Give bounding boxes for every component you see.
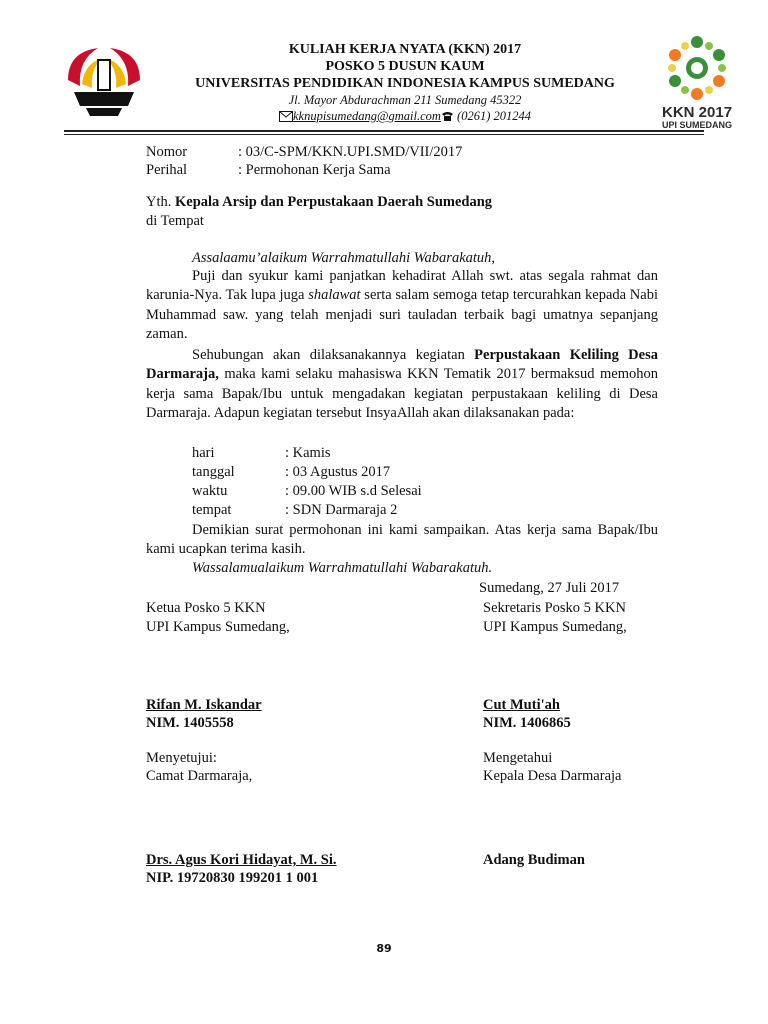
perihal-label: Perihal bbox=[146, 162, 188, 178]
header-rule-thin bbox=[64, 134, 704, 135]
paragraph-closing bbox=[146, 521, 658, 560]
header-contact bbox=[160, 109, 650, 126]
greeting-text: Assalaamu’alaikum Warrahmatullahi Wabarakatuh bbox=[192, 250, 492, 266]
p2-text-c: maka kami selaku mahasiswa KKN Tematik 2017 bermaksud memohon kerja sama Bapak/Ibu untuk mengadakan kegiatan perpustakaan keliling di Desa Darmaraja. Adapun kegiatan tersebut InsyaAllah akan dilaksanakan pada: bbox=[146, 366, 658, 422]
header-line-university: UNIVERSITAS PENDIDIKAN INDONESIA KAMPUS SUMEDANG bbox=[195, 76, 615, 91]
envelope-icon bbox=[279, 111, 293, 126]
header-rule-thick bbox=[64, 130, 704, 132]
detail-label: hari bbox=[192, 445, 215, 461]
right-signer-role: Sekretaris Posko 5 KKN bbox=[483, 600, 626, 616]
signature-date: Sumedang, 27 Juli 2017 bbox=[479, 580, 620, 596]
left-signer-role: Ketua Posko 5 KKN bbox=[146, 600, 266, 616]
nomor-value: : 03/C-SPM/KKN.UPI.SMD/VII/2017 bbox=[238, 144, 463, 160]
paragraph-request bbox=[146, 346, 658, 424]
left-signer-name: Rifan M. Iskandar bbox=[146, 697, 262, 713]
right-signer-nim: NIM. 1406865 bbox=[483, 715, 571, 731]
detail-label: tanggal bbox=[192, 464, 235, 480]
right-signer-name: Cut Muti'ah bbox=[483, 697, 560, 713]
kkn-logo bbox=[652, 32, 742, 137]
p1-text-c: serta salam semoga tetap tercurahkan kepada Nabi Muhammad saw. yang telah menjadi suri tauladan terbaik bagi umatnya sepanjang zaman. bbox=[146, 287, 658, 343]
greeting bbox=[192, 249, 495, 267]
closing-text: Demikian surat permohonan ini kami sampaikan. Atas kerja sama Bapak/Ibu kami ucapkan terima kasih. bbox=[146, 522, 658, 558]
detail-label: tempat bbox=[192, 502, 232, 518]
header-address: Jl. Mayor Abdurachman 211 Sumedang 45322 bbox=[288, 93, 522, 107]
farewell: Wassalamualaikum Warrahmatullahi Wabarakatuh. bbox=[192, 560, 493, 576]
p2-activity-name: Perpustakaan Keliling Desa Darmaraja, bbox=[146, 347, 658, 383]
perihal-value: : Permohonan Kerja Sama bbox=[238, 162, 391, 178]
header-line-kkn: KULIAH KERJA NYATA (KKN) 2017 bbox=[288, 42, 522, 57]
nomor-label: Nomor bbox=[146, 144, 188, 160]
p1-text-a: Puji dan syukur kami panjatkan kehadirat Allah swt. atas segala rahmat dan karunia-Nya. Tak lupa juga bbox=[146, 268, 658, 304]
header-line-posko: POSKO 5 DUSUN KAUM bbox=[325, 59, 485, 74]
recipient-prefix: Yth. bbox=[146, 194, 175, 210]
know-role: Kepala Desa Darmaraja bbox=[483, 768, 622, 784]
approve-role: Camat Darmaraja, bbox=[146, 768, 253, 784]
phone-icon bbox=[441, 111, 454, 126]
p1-text-shalawat: shalawat bbox=[308, 287, 361, 304]
header-email[interactable]: kknupisumedang@gmail.com bbox=[292, 109, 441, 123]
page-number: 89 bbox=[376, 942, 392, 955]
camat-name: Drs. Agus Kori Hidayat, M. Si. bbox=[146, 852, 337, 868]
upi-logo bbox=[64, 40, 144, 123]
detail-value: : Kamis bbox=[285, 445, 331, 461]
detail-value: : 09.00 WIB s.d Selesai bbox=[285, 483, 422, 499]
kades-name: Adang Budiman bbox=[483, 852, 585, 868]
greeting-comma: , bbox=[491, 250, 496, 266]
recipient-place: di Tempat bbox=[146, 213, 204, 229]
paragraph-opening bbox=[146, 267, 658, 345]
approve-label: Menyetujui: bbox=[146, 750, 217, 766]
header-phone: (0261) 201244 bbox=[453, 109, 531, 123]
p2-text-a: Sehubungan akan dilaksanakannya kegiatan bbox=[192, 347, 475, 363]
know-label: Mengetahui bbox=[483, 750, 553, 766]
left-signer-nim: NIM. 1405558 bbox=[146, 715, 234, 731]
detail-value: : 03 Agustus 2017 bbox=[285, 464, 391, 480]
kkn-logo-subtitle: UPI SUMEDANG bbox=[662, 120, 733, 130]
detail-label: waktu bbox=[192, 483, 228, 499]
left-signer-institution: UPI Kampus Sumedang, bbox=[146, 619, 290, 635]
right-signer-institution: UPI Kampus Sumedang, bbox=[483, 619, 627, 635]
recipient-name: Kepala Arsip dan Perpustakaan Daerah Sumedang bbox=[175, 194, 493, 210]
detail-value: : SDN Darmaraja 2 bbox=[285, 502, 398, 518]
recipient-line bbox=[146, 193, 492, 211]
camat-nip: NIP. 19720830 199201 1 001 bbox=[146, 870, 319, 886]
kkn-logo-title: KKN 2017 bbox=[662, 104, 733, 121]
